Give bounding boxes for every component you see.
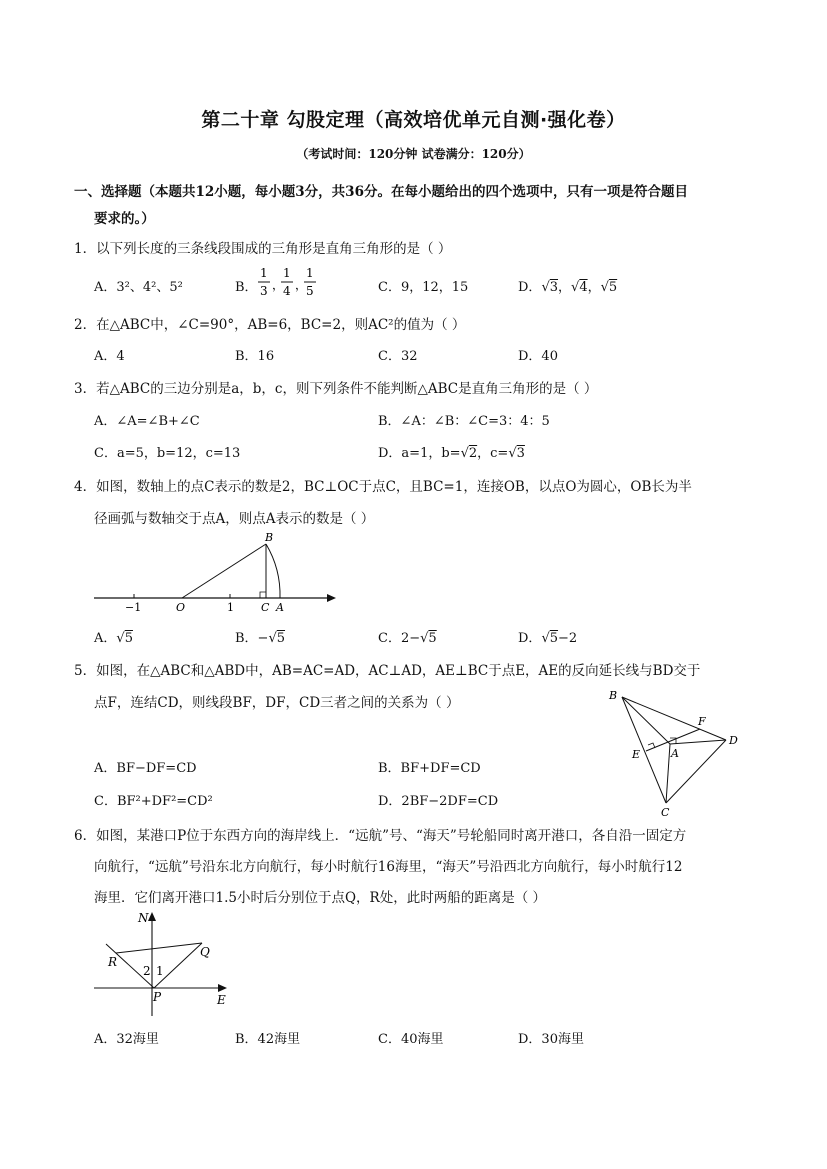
- q1-option-b-fractions: [256, 262, 322, 302]
- label-one: 1: [227, 601, 234, 614]
- label-q: Q: [200, 945, 210, 959]
- q1-option-d: D．√3，√4，√5: [518, 280, 618, 295]
- section-heading-line1: 一、选择题（本题共12小题，每小题3分，共36分。在每小题给出的四个选项中，只有一项是符合题目: [74, 184, 688, 200]
- label-d: D: [729, 734, 738, 747]
- frac-2-num: 1: [283, 266, 291, 280]
- question-4-stem-line1: 4．如图，数轴上的点C表示的数是2，BC⊥OC于点C，且BC=1，连接OB，以点O为圆心，OB长为半: [74, 479, 692, 495]
- question-6-stem-line3: 海里．它们离开港口1.5小时后分别位于点Q，R处，此时两船的距离是（ ）: [94, 890, 546, 906]
- label-e: E: [217, 993, 226, 1007]
- q1-option-b: B．: [235, 280, 258, 295]
- question-2-stem: 2．在△ABC中，∠C=90°，AB=6，BC=2，则AC²的值为（ ）: [74, 317, 466, 333]
- q6-compass-figure: [90, 908, 240, 1020]
- q4-option-c: C．2−√5: [378, 631, 437, 646]
- frac-2-den: 4: [283, 284, 291, 298]
- label-angle-2: 2: [143, 964, 151, 978]
- q4-option-b: B．−√5: [235, 631, 286, 646]
- q6-option-b: B．42海里: [235, 1032, 301, 1047]
- q3-option-a: A．∠A=∠B+∠C: [94, 414, 200, 429]
- page-title: 第二十章 勾股定理（高效培优单元自测·强化卷）: [201, 109, 626, 131]
- q6-option-c: C．40海里: [378, 1032, 444, 1047]
- label-f: F: [698, 715, 706, 728]
- svg-text:，: ，: [272, 278, 285, 292]
- q3-option-b: B．∠A：∠B：∠C=3：4：5: [378, 414, 550, 429]
- exam-info: （考试时间：120分钟 试卷满分：120分）: [296, 147, 531, 161]
- q4-option-a: A．√5: [94, 631, 133, 646]
- question-5-stem-line2: 点F，连结CD，则线段BF，DF，CD三者之间的关系为（ ）: [94, 695, 460, 711]
- q3-option-c: C．a=5，b=12，c=13: [94, 446, 241, 461]
- q4-number-line-figure: [90, 532, 350, 614]
- frac-1-num: 1: [260, 266, 268, 280]
- frac-3-den: 5: [306, 284, 314, 298]
- question-6-stem-line1: 6．如图，某港口P位于东西方向的海岸线上．“远航”号、“海天”号轮船同时离开港口，各自沿一固定方: [74, 828, 687, 844]
- label-n: N: [138, 911, 149, 925]
- q1-option-c: C．9，12，15: [378, 280, 469, 295]
- question-3-stem: 3．若△ABC的三边分别是a，b，c，则下列条件不能判断△ABC是直角三角形的是（ ）: [74, 381, 598, 397]
- label-o: O: [176, 601, 186, 614]
- q5-option-d: D．2BF−2DF=CD: [378, 794, 499, 809]
- q6-option-d: D．30海里: [518, 1032, 584, 1047]
- label-r: R: [108, 955, 118, 969]
- question-1-stem: 1．以下列长度的三条线段围成的三角形是直角三角形的是（ ）: [74, 241, 452, 257]
- label-p: P: [153, 990, 162, 1004]
- label-neg1: −1: [125, 601, 142, 614]
- question-5-stem-line1: 5．如图，在△ABC和△ABD中，AB=AC=AD，AC⊥AD，AE⊥BC于点E，AE的反向延长线与BD交于: [74, 663, 701, 679]
- section-heading-line2: 要求的。）: [94, 211, 155, 227]
- q5-geometry-figure: [600, 685, 760, 820]
- label-c: C: [661, 806, 670, 819]
- label-b: B: [609, 689, 618, 702]
- q5-option-c: C．BF²+DF²=CD²: [94, 794, 213, 809]
- q4-option-d: D．√5−2: [518, 631, 578, 646]
- q5-option-b: B．BF+DF=CD: [378, 761, 481, 776]
- label-a: A: [671, 747, 679, 760]
- question-6-stem-line2: 向航行，“远航”号沿东北方向航行，每小时航行16海里，“海天”号沿西北方向航行，每小时航行12: [94, 859, 683, 875]
- frac-1-den: 3: [260, 284, 268, 298]
- label-c: C: [261, 601, 270, 614]
- question-4-stem-line2: 径画弧与数轴交于点A，则点A表示的数是（ ）: [94, 511, 375, 527]
- label-a: A: [276, 601, 284, 614]
- label-e: E: [632, 748, 641, 761]
- label-b: B: [265, 532, 274, 544]
- q2-option-b: B．16: [235, 349, 275, 364]
- frac-3-num: 1: [306, 266, 314, 280]
- q3-option-d: D．a=1，b=√2，c=√3: [378, 446, 525, 461]
- label-angle-1: 1: [156, 964, 164, 978]
- q6-option-a: A．32海里: [94, 1032, 159, 1047]
- q2-option-d: D．40: [518, 349, 558, 364]
- q2-option-c: C．32: [378, 349, 418, 364]
- svg-text:，: ，: [295, 278, 308, 292]
- q2-option-a: A．4: [94, 349, 125, 364]
- q1-option-a: A．3²、4²、5²: [94, 280, 183, 295]
- q5-option-a: A．BF−DF=CD: [94, 761, 197, 776]
